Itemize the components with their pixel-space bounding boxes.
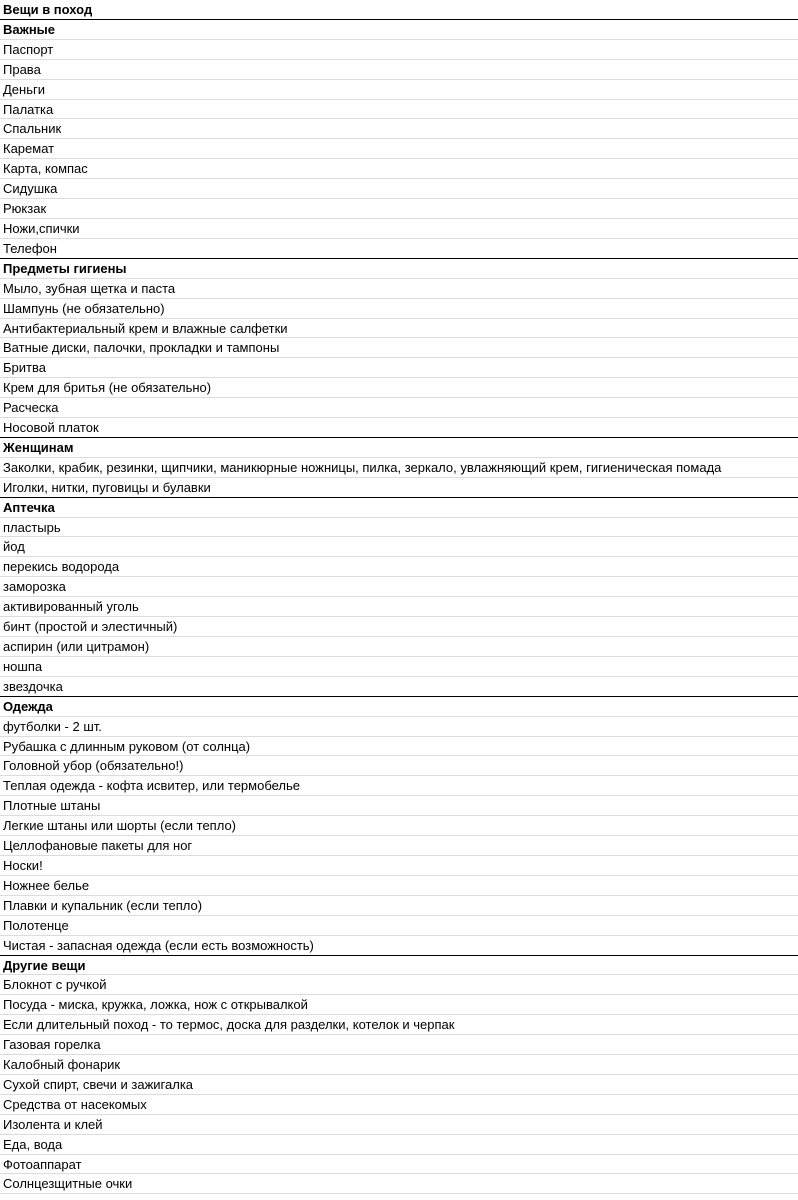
list-item: Блокнот с ручкой xyxy=(0,975,798,995)
list-item: Бритва xyxy=(0,358,798,378)
list-item: аспирин (или цитрамон) xyxy=(0,637,798,657)
list-item: Сидушка xyxy=(0,179,798,199)
page-title: Вещи в поход xyxy=(0,0,798,20)
list-item: футболки - 2 шт. xyxy=(0,717,798,737)
section-header-hygiene: Предметы гигиены xyxy=(0,259,798,279)
list-item: Носки! xyxy=(0,856,798,876)
list-item: активированный уголь xyxy=(0,597,798,617)
list-item: Мыло, зубная щетка и паста xyxy=(0,279,798,299)
list-item: Телефон xyxy=(0,239,798,259)
list-item: Деньги xyxy=(0,80,798,100)
list-item: пластырь xyxy=(0,518,798,538)
list-item: Фотоаппарат xyxy=(0,1155,798,1175)
list-item: Спальник xyxy=(0,119,798,139)
list-item: Рубашка с длинным руковом (от солнца) xyxy=(0,737,798,757)
list-item: Палатка xyxy=(0,100,798,120)
list-item: Ножи,спички xyxy=(0,219,798,239)
section-header-first-aid: Аптечка xyxy=(0,498,798,518)
list-item: Носовой платок xyxy=(0,418,798,438)
list-item: Головной убор (обязательно!) xyxy=(0,756,798,776)
list-item: йод xyxy=(0,537,798,557)
list-item: Калобный фонарик xyxy=(0,1055,798,1075)
section-header-clothing: Одежда xyxy=(0,697,798,717)
list-item: Солнцезщитные очки xyxy=(0,1174,798,1194)
list-item: Средства от насекомых xyxy=(0,1095,798,1115)
list-item: Полотенце xyxy=(0,916,798,936)
list-item: Карта, компас xyxy=(0,159,798,179)
list-item: Газовая горелка xyxy=(0,1035,798,1055)
list-item: Чистая - запасная одежда (если есть возможность) xyxy=(0,936,798,956)
list-item: перекись водорода xyxy=(0,557,798,577)
list-item: Права xyxy=(0,60,798,80)
list-item: Антибактериальный крем и влажные салфетки xyxy=(0,319,798,339)
list-item: Целлофановые пакеты для ног xyxy=(0,836,798,856)
list-item: Ватные диски, палочки, прокладки и тампоны xyxy=(0,338,798,358)
section-header-other: Другие вещи xyxy=(0,956,798,976)
list-item: бинт (простой и элестичный) xyxy=(0,617,798,637)
list-item: Плавки и купальник (если тепло) xyxy=(0,896,798,916)
list-item: Изолента и клей xyxy=(0,1115,798,1135)
list-item: Рюкзак xyxy=(0,199,798,219)
list-item: заморозка xyxy=(0,577,798,597)
list-item: Сухой спирт, свечи и зажигалка xyxy=(0,1075,798,1095)
list-item: звездочка xyxy=(0,677,798,697)
list-item: Легкие штаны или шорты (если тепло) xyxy=(0,816,798,836)
list-item: Паспорт xyxy=(0,40,798,60)
list-item: Плотные штаны xyxy=(0,796,798,816)
section-header-important: Важные xyxy=(0,20,798,40)
list-item: Каремат xyxy=(0,139,798,159)
section-header-women: Женщинам xyxy=(0,438,798,458)
list-item: Посуда - миска, кружка, ложка, нож с открывалкой xyxy=(0,995,798,1015)
list-item: Ножнее белье xyxy=(0,876,798,896)
list-item: Крем для бритья (не обязательно) xyxy=(0,378,798,398)
list-item: ношпа xyxy=(0,657,798,677)
list-item: Заколки, крабик, резинки, щипчики, маникюрные ножницы, пилка, зеркало, увлажняющий крем, гигиеническая помада xyxy=(0,458,798,478)
list-item: Иголки, нитки, пуговицы и булавки xyxy=(0,478,798,498)
list-item: Еда, вода xyxy=(0,1135,798,1155)
list-item: Если длительный поход - то термос, доска для разделки, котелок и черпак xyxy=(0,1015,798,1035)
list-item: Теплая одежда - кофта исвитер, или термобелье xyxy=(0,776,798,796)
list-item: Шампунь (не обязательно) xyxy=(0,299,798,319)
list-item: Расческа xyxy=(0,398,798,418)
